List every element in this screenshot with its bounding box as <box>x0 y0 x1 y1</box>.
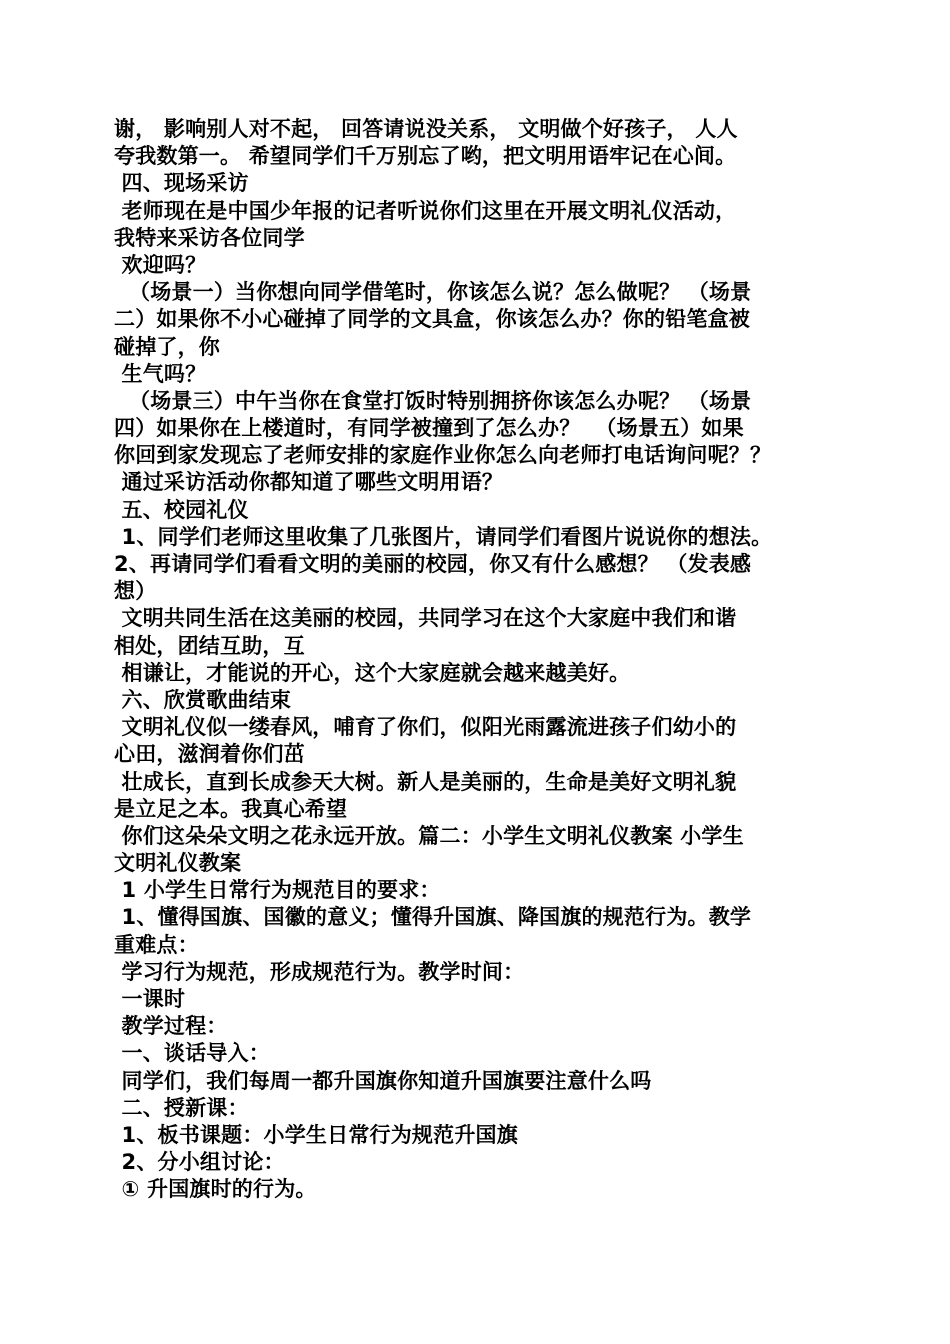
text-line: 文明礼仪教案 <box>114 851 242 876</box>
text-line: 学习行为规范，形成规范行为。教学时间： <box>114 959 525 984</box>
text-line: 我特来采访各位同学 <box>114 225 305 250</box>
text-line: 壮成长，直到长成参天大树。新人是美丽的，生命是美好文明礼貌 <box>114 769 737 794</box>
section-heading: 六、欣赏歌曲结束 <box>114 687 292 712</box>
text-line: 夸我数第一。 希望同学们千万别忘了哟，把文明用语牢记在心间。 <box>114 144 737 169</box>
text-line: （场景三）中午当你在食堂打饭时特别拥挤你该怎么办呢？ （场景 <box>114 388 752 413</box>
text-line: 重难点： <box>114 932 199 957</box>
text-line: 谢， 影响别人对不起， 回答请说没关系， 文明做个好孩子， 人人 <box>114 117 738 141</box>
text-line: 同学们，我们每周一都升国旗你知道升国旗要注意什么吗 <box>114 1068 652 1093</box>
text-line: ① 升国旗时的行为。 <box>114 1177 317 1202</box>
text-line: （场景一）当你想向同学借笔时，你该怎么说？怎么做呢？ （场景 <box>114 280 752 305</box>
text-line: 想） <box>114 579 157 604</box>
text-line: 教学过程： <box>114 1014 228 1039</box>
text-line: 四）如果你在上楼道时，有同学被撞到了怎么办？ （场景五）如果 <box>114 416 744 441</box>
text-line: 生气吗？ <box>114 361 207 386</box>
text-line: 文明共同生活在这美丽的校园，共同学习在这个大家庭中我们和谐 <box>114 606 737 631</box>
section-heading: 四、现场采访 <box>114 171 249 196</box>
section-heading: 五、校园礼仪 <box>114 497 249 522</box>
document-body <box>114 116 854 1204</box>
text-line: 2、再请同学们看看文明的美丽的校园，你又有什么感想？ （发表感 <box>114 552 752 576</box>
text-line: 相谦让，才能说的开心，这个大家庭就会越来越美好。 <box>114 660 631 685</box>
text-line: 欢迎吗？ <box>114 252 207 277</box>
text-line: 2、分小组讨论： <box>114 1150 285 1175</box>
section-heading: 二、授新课： <box>114 1095 249 1120</box>
text-line: 你们这朵朵文明之花永远开放。篇二：小学生文明礼仪教案 小学生 <box>114 823 744 848</box>
text-line: 1、同学们老师这里收集了几张图片，请同学们看图片说说你的想法。 <box>114 524 773 549</box>
text-line: 1 小学生日常行为规范目的要求： <box>114 878 441 903</box>
text-line: 老师现在是中国少年报的记者听说你们这里在开展文明礼仪活动， <box>114 198 737 223</box>
text-line: 1、板书课题：小学生日常行为规范升国旗 <box>114 1122 518 1147</box>
text-line: 碰掉了，你 <box>114 334 220 359</box>
text-line: 是立足之本。我真心希望 <box>114 796 348 821</box>
text-line: 通过采访活动你都知道了哪些文明用语？ <box>114 470 504 495</box>
text-line: 1、懂得国旗、国徽的意义；懂得升国旗、降国旗的规范行为。教学 <box>114 905 752 930</box>
text-line: 二）如果你不小心碰掉了同学的文具盒，你该怎么办？你的铅笔盒被 <box>114 307 750 332</box>
text-line: 文明礼仪似一缕春风，哺育了你们，似阳光雨露流进孩子们幼小的 <box>114 715 737 740</box>
text-line: 心田，滋润着你们茁 <box>114 742 305 767</box>
text-line: 一课时 <box>114 987 186 1011</box>
section-heading: 一、谈话导入： <box>114 1041 270 1066</box>
text-line: 相处，团结互助，互 <box>114 633 305 658</box>
text-line: 你回到家发现忘了老师安排的家庭作业你怎么向老师打电话询问呢？？ <box>114 443 772 468</box>
